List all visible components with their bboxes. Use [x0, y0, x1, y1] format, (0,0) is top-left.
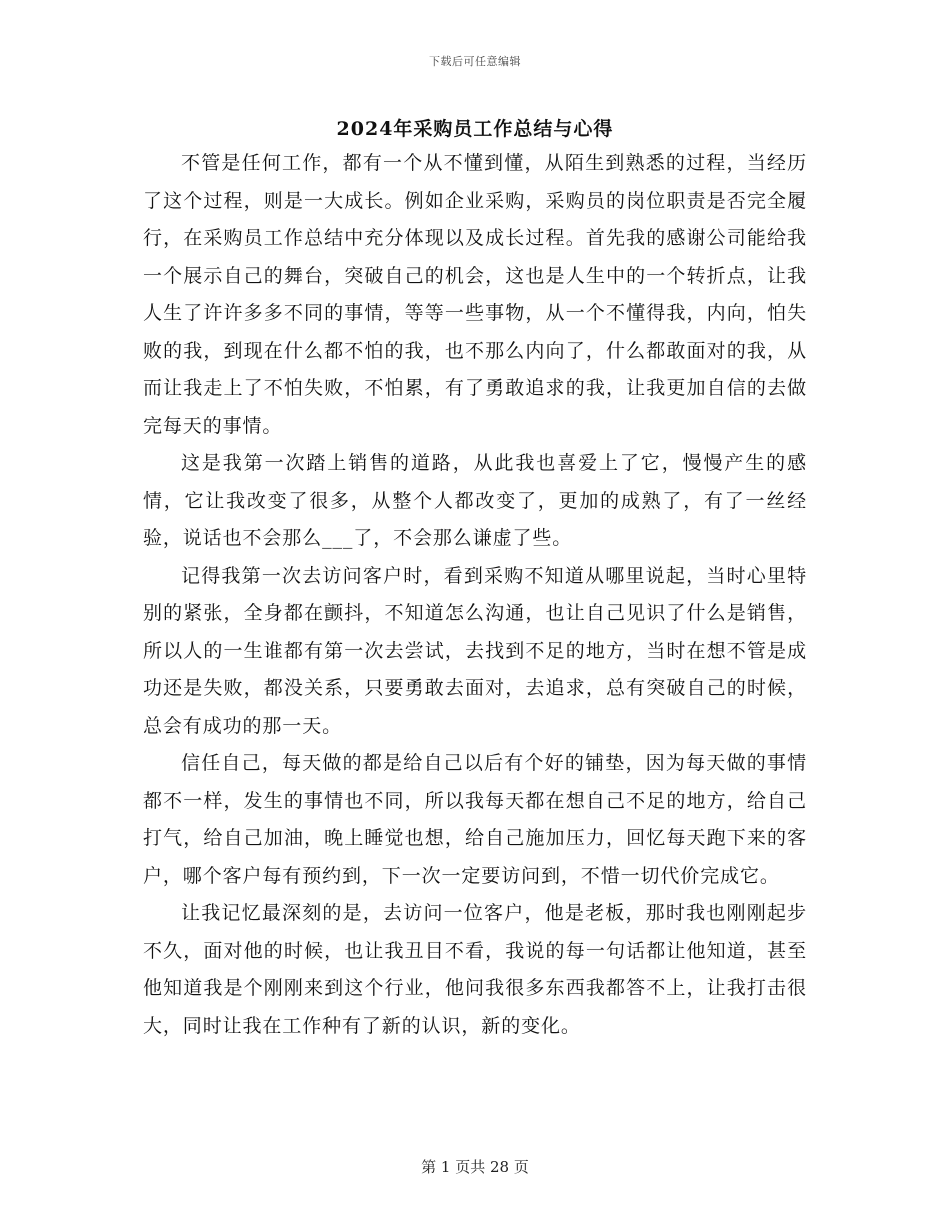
page-footer: 第 1 页共 28 页 — [421, 1158, 529, 1176]
document-body — [143, 145, 807, 1045]
paragraph: 信任自己，每天做的都是给自己以后有个好的铺垫，因为每天做的事情都不一样，发生的事情也不同，所以我每天都在想自己不足的地方，给自己打气，给自己加油，晚上睡觉也想，给自己施加压力，回忆每天跑下来的客户，哪个客户每有预约到，下一次一定要访问到，不惜一切代价完成它。 — [143, 752, 807, 887]
paragraph: 让我记忆最深刻的是，去访问一位客户，他是老板，那时我也刚刚起步不久，面对他的时候，也让我丑目不看，我说的每一句话都让他知道，甚至他知道我是个刚刚来到这个行业，他问我很多东西我都答不上，让我打击很大，同时让我在工作种有了新的认识，新的变化。 — [143, 902, 807, 1037]
document-title: 2024年采购员工作总结与心得 — [336, 118, 614, 140]
paragraph: 这是我第一次踏上销售的道路，从此我也喜爱上了它，慢慢产生的感情，它让我改变了很多，从整个人都改变了，更加的成熟了，有了一丝经验，说话也不会那么___了，不会那么谦虚了些。 — [143, 452, 807, 549]
paragraph: 不管是任何工作，都有一个从不懂到懂，从陌生到熟悉的过程，当经历了这个过程，则是一大成长。例如企业采购，采购员的岗位职责是否完全履行，在采购员工作总结中充分体现以及成长过程。首先我的感谢公司能给我一个展示自己的舞台，突破自己的机会，这也是人生中的一个转折点，让我人生了许许多多不同的事情，等等一些事物，从一个不懂得我，内向，怕失败的我，到现在什么都不怕的我，也不那么内向了，什么都敢面对的我，从而让我走上了不怕失败，不怕累，有了勇敢追求的我，让我更加自信的去做完每天的事情。 — [143, 152, 807, 437]
header-note: 下载后可任意编辑 — [429, 55, 521, 68]
paragraph: 记得我第一次去访问客户时，看到采购不知道从哪里说起，当时心里特别的紧张，全身都在颤抖，不知道怎么沟通，也让自己见识了什么是销售，所以人的一生谁都有第一次去尝试，去找到不足的地方，当时在想不管是成功还是失败，都没关系，只要勇敢去面对，去追求，总有突破自己的时候，总会有成功的那一天。 — [143, 564, 807, 737]
